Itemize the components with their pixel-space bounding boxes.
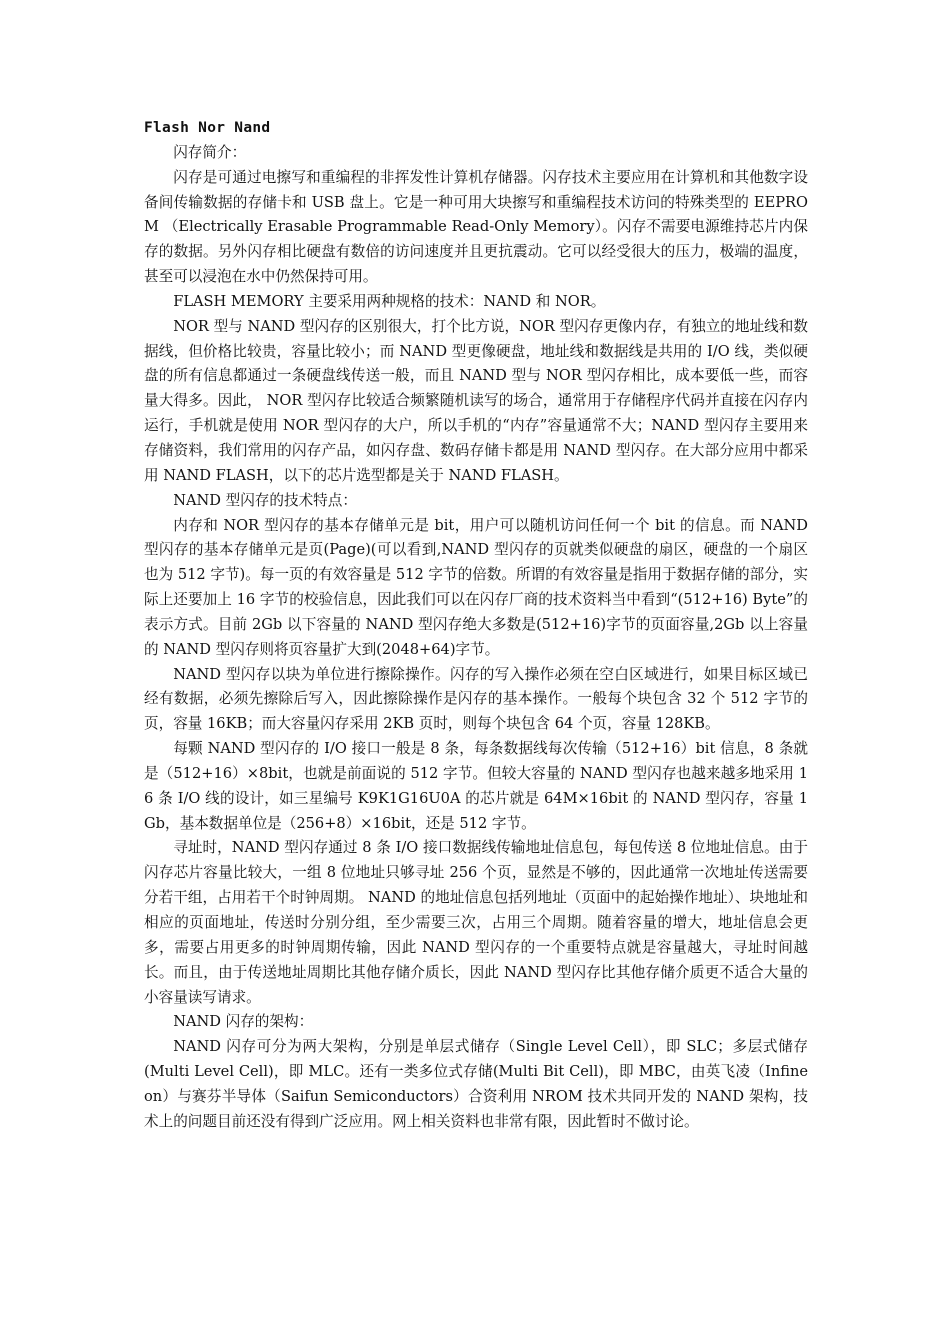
section-heading-architecture: NAND 闪存的架构：: [173, 1013, 314, 1031]
paragraph-io-interface: 每颗 NAND 型闪存的 I/O 接口一般是 8 条，每条数据线每次传输（512+16）bit 信息，8 条就是（512+16）×8bit，也就是前面说的 512 字节。但较大容量的 NAND 型闪存也越来越多地采用 16 条 I/O 线的设计，如三星编号 K9K1G16U0A 的芯片就是 64M×16bit 的 NAND 型闪存，容量 1Gb，基本数据单位是（256+8）×16bit，还是 512 字节。: [144, 740, 808, 832]
paragraph-nor-vs-nand: NOR 型与 NAND 型闪存的区别很大，打个比方说，NOR 型闪存更像内存，有独立的地址线和数据线，但价格比较贵，容量比较小；而 NAND 型更像硬盘，地址线和数据线是共用的 I/O 线，类似硬盘的所有信息都通过一条硬盘线传送一般，而且 NAND 型与 NOR 型闪存相比，成本要低一些，而容量大得多。因此， NOR 型闪存比较适合频繁随机读写的场合，通常用于存储程序代码并直接在闪存内运行，手机就是使用 NOR 型闪存的大户，所以手机的“内存”容量通常不大；NAND 型闪存主要用来存储资料，我们常用的闪存产品，如闪存盘、数码存储卡都是用 NAND 型闪存。在大部分应用中都采用 NAND FLASH，以下的芯片选型都是关于 NAND FLASH。: [144, 317, 808, 484]
paragraph-storage-unit: 内存和 NOR 型闪存的基本存储单元是 bit，用户可以随机访问任何一个 bit 的信息。而 NAND 型闪存的基本存储单元是页(Page)(可以看到,NAND 型闪存的页就类似硬盘的扇区，硬盘的一个扇区也为 512 字节)。每一页的有效容量是 512 字节的倍数。所谓的有效容量是指用于数据存储的部分，实际上还要加上 16 字节的校验信息，因此我们可以在闪存厂商的技术资料当中看到“(512+16) Byte”的表示方式。目前 2Gb 以下容量的 NAND 型闪存绝大多数是(512+16)字节的页面容量,2Gb 以上容量的 NAND 型闪存则将页容量扩大到(2048+64)字节。: [144, 516, 808, 658]
paragraph-addressing: 寻址时，NAND 型闪存通过 8 条 I/O 接口数据线传输地址信息包，每包传送 8 位地址信息。由于闪存芯片容量比较大，一组 8 位地址只够寻址 256 个页，显然是不够的，因此通常一次地址传送需要分若干组，占用若干个时钟周期。 NAND 的地址信息包括列地址（页面中的起始操作地址）、块地址和相应的页面地址，传送时分别分组，至少需要三次，占用三个周期。随着容量的增大，地址信息会更多，需要占用更多的时钟周期传输，因此 NAND 型闪存的一个重要特点就是容量越大，寻址时间越长。而且，由于传送地址周期比其他存储介质长，因此 NAND 型闪存比其他存储介质更不适合大量的小容量读写请求。: [144, 839, 808, 1006]
paragraph-block-erase: NAND 型闪存以块为单位进行擦除操作。闪存的写入操作必须在空白区域进行，如果目标区域已经有数据，必须先擦除后写入，因此擦除操作是闪存的基本操作。一般每个块包含 32 个 512 字节的页，容量 16KB；而大容量闪存采用 2KB 页时，则每个块包含 64 个页，容量 128KB。: [144, 665, 808, 733]
paragraph-architecture: NAND 闪存可分为两大架构，分别是单层式储存（Single Level Cell），即 SLC；多层式储存(Multi Level Cell)，即 MLC。还有一类多位式存储(Multi Bit Cell)，即 MBC，由英飞凌（Infineon）与赛芬半导体（Saifun Semiconductors）合资利用 NROM 技术共同开发的 NAND 架构，技术上的问题目前还没有得到广泛应用。网上相关资料也非常有限，因此暂时不做讨论。: [144, 1038, 808, 1130]
section-heading-nand-features: NAND 型闪存的技术特点：: [173, 491, 357, 509]
paragraph-flash-tech: FLASH MEMORY 主要采用两种规格的技术：NAND 和 NOR。: [173, 292, 606, 310]
document-title: Flash Nor Nand: [144, 120, 271, 136]
document-body: [144, 116, 808, 1135]
paragraph-intro: 闪存是可通过电擦写和重编程的非挥发性计算机存储器。闪存技术主要应用在计算机和其他数字设备间传输数据的存储卡和 USB 盘上。它是一种可用大块擦写和重编程技术访问的特殊类型的 EEPROM （Electrically Erasable Programmable Read-Only Memory）。闪存不需要电源维持芯片内保存的数据。另外闪存相比硬盘有数倍的访问速度并且更抗震动。它可以经受很大的压力，极端的温度，甚至可以浸泡在水中仍然保持可用。: [144, 168, 808, 286]
section-heading-intro: 闪存简介：: [173, 143, 247, 161]
